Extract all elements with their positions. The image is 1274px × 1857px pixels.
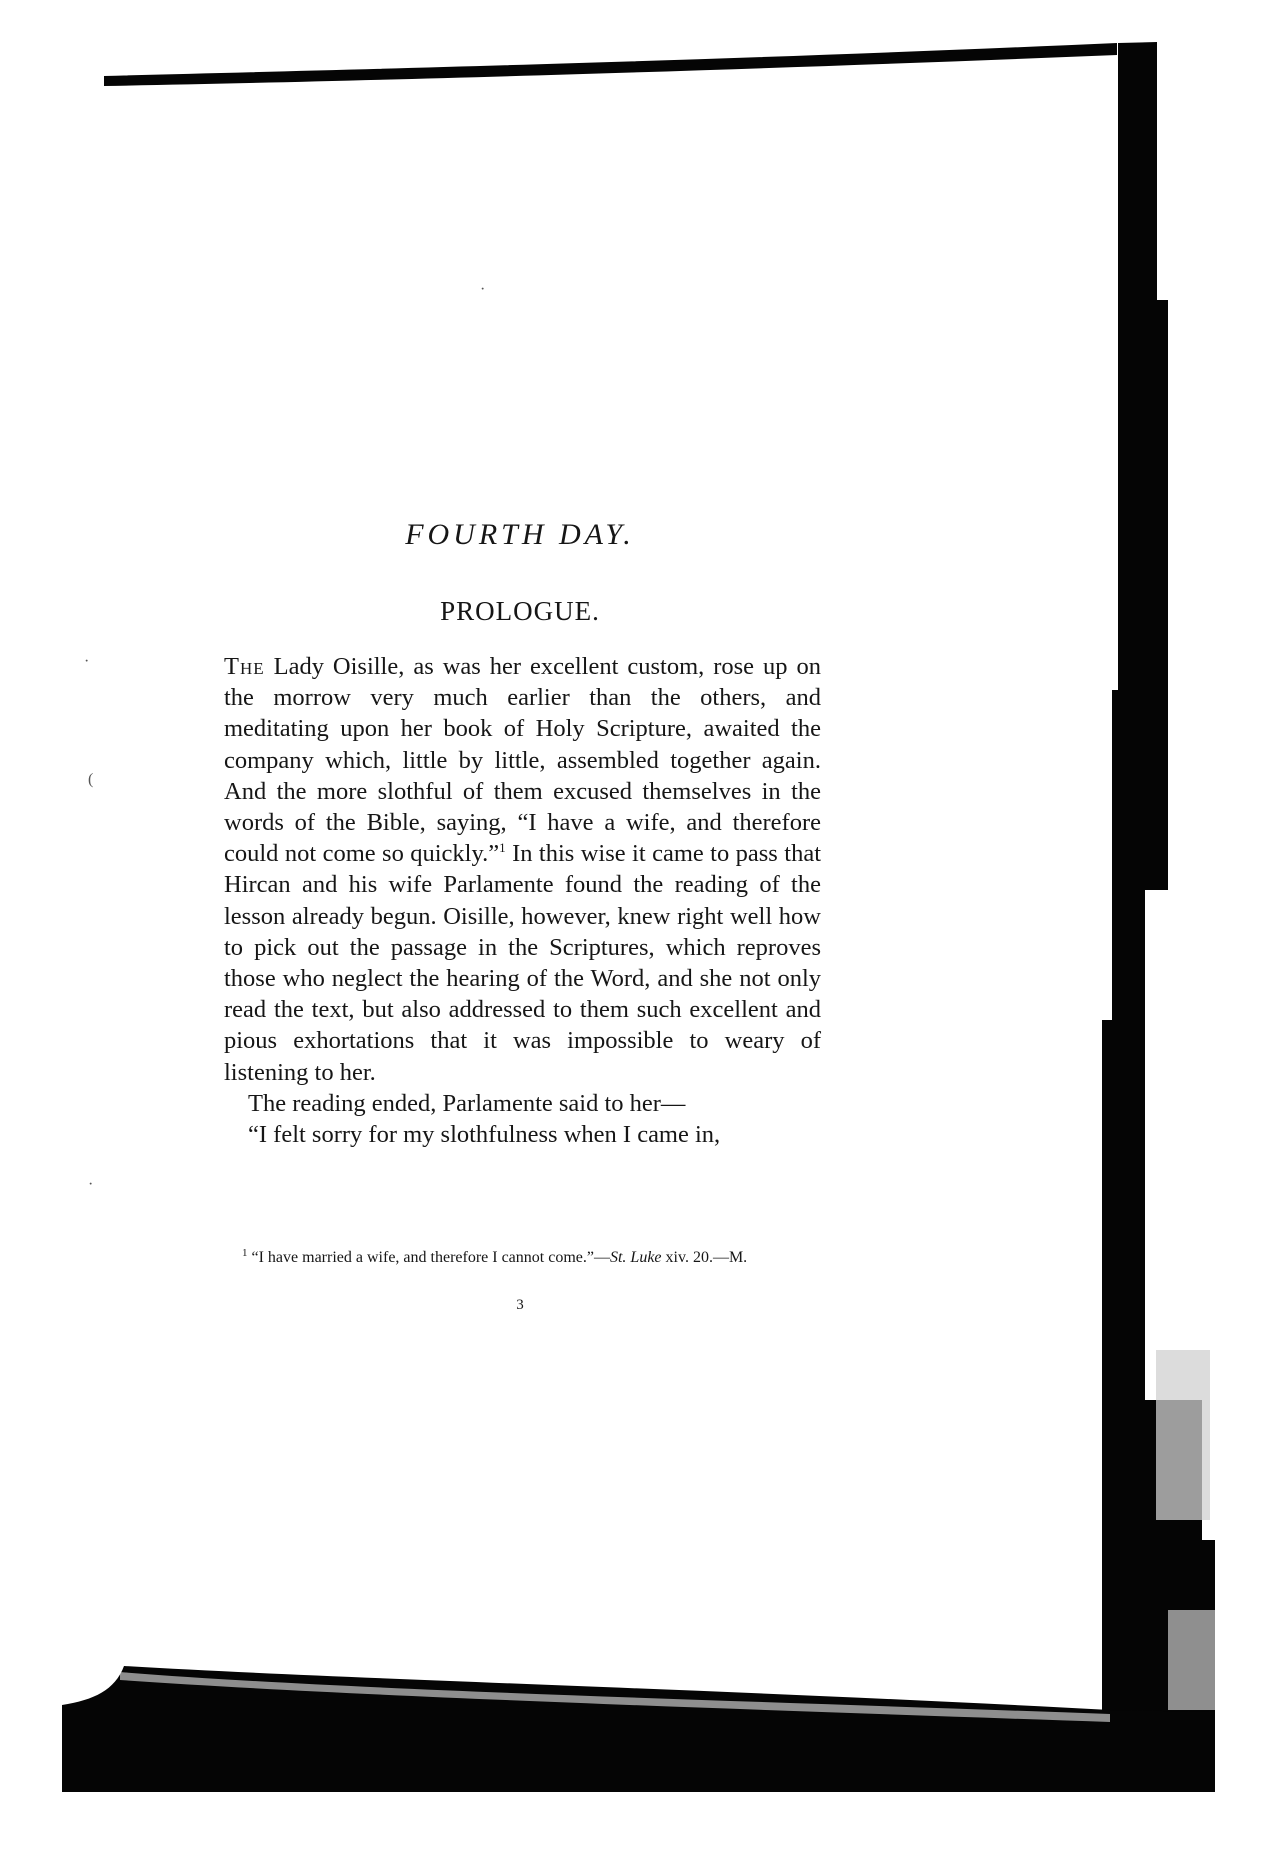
footnote: [224, 1247, 821, 1269]
paragraph-lead-word: The: [224, 653, 265, 680]
scan-speck: (: [88, 771, 94, 788]
page-number: 3: [516, 1297, 524, 1313]
scan-speck: ·: [480, 281, 486, 298]
scan-speck: ·: [84, 653, 90, 670]
paragraph-3: “I felt sorry for my slothfulness when I came in,: [248, 1121, 721, 1149]
right-grey-scan-noise: [1156, 1350, 1210, 1520]
prologue-heading: PROLOGUE.: [440, 596, 600, 626]
scan-speck: ·: [88, 1176, 94, 1193]
footnote-marker: 1: [242, 1247, 248, 1259]
day-title: FOURTH DAY.: [405, 518, 635, 551]
footnote-text: “I have married a wife, and therefore I cannot come.”—: [247, 1249, 610, 1266]
footnote-reference: 1: [499, 840, 506, 856]
right-grey-scan-noise-lower: [1168, 1610, 1215, 1710]
paragraph-1-text: Lady Oisille, as was her excellent custom, rose up on the morrow very much earlier than the others, and meditating upon her book of Holy Scripture, awaited the company which, little by little, assembled together again. And the more slothful of them excused themselves in the words of the Bible, saying, “I have a wife, and therefore could not come so quickly.”: [224, 653, 821, 868]
paragraph-1-continuation: In this wise it came to pass that Hircan and his wife Parlamente found the reading of the lesson already begun. Oisille, however, knew right well how to pick out the passage in the Scriptures, which reproves those who neglect the hearing of the Word, and she not only read the text, but also addressed to them such excellent and pious exhortations that it was impossible to weary of listening to her.: [224, 840, 821, 1086]
main-text: [224, 651, 821, 1150]
paragraph-1: [224, 651, 821, 1088]
paragraph-2: The reading ended, Parlamente said to her—: [248, 1089, 686, 1117]
top-dark-edge: [104, 43, 1117, 86]
footnote-source: St. Luke: [609, 1249, 662, 1266]
footnote-source-reference: xiv. 20.—M.: [661, 1249, 748, 1266]
